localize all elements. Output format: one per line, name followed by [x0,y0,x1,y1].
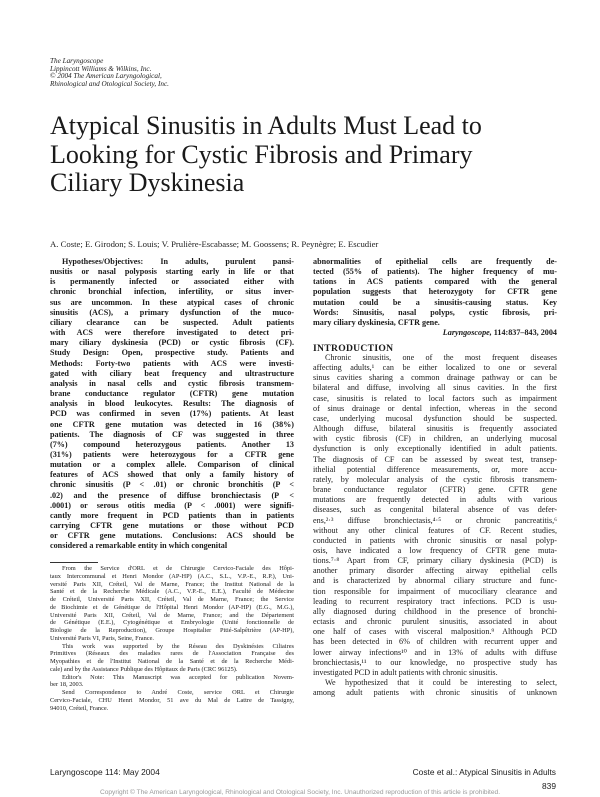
abstract-line: sus are uncommon. In these atypical cases of chronic [50,297,294,307]
abstract-line: analysis in nasal cells and cystic fibrosis transmem- [50,378,294,388]
title-line: Atypical Sinusitis in Adults Must Lead to [50,111,482,140]
body-line: case, underlying mucosal dysfunction should be suspected. [313,413,557,423]
introduction-body [313,353,557,698]
footnote-line: 94010, Créteil, France. [50,704,109,712]
body-line: tions.⁷·⁸ Apart from CF, primary ciliary dyskinesia (PCD) is [313,556,557,566]
body-line: conducted in patients with chronic sinusitis or nasal polyp- [313,535,557,545]
abstract-line: carrying CFTR gene mutations or those without PCD [50,521,294,531]
abstract-line: sinusitis (ACS), a primary dysfunction of the muco- [50,307,294,317]
body-line: case, sinusitis is related to local factors such as impairment [313,393,557,403]
footnote-line: de Biochimie et de Génétique de l'Hôpital Henri Mondor (AP-HP) (E.G., M.G.), [50,603,294,611]
body-line: Although diffuse, bilateral sinusitis is frequently associated [313,424,557,434]
article-title [50,112,560,198]
body-line: leading to recurrent respiratory tract infections. PCD is usu- [313,596,557,606]
footnote-line: versité Paris XII, Créteil, Val de Marne, France; the Institut National de la [50,580,294,588]
footnote-line: ber 18, 2003. [50,681,84,689]
body-line: another primary disorder affecting airway epithelial cells [313,566,557,576]
abstract-line: Words: Sinusitis, nasal polyps, cystic fibrosis, pri- [313,307,557,317]
abstract-line: with ACS were therefore investigated to detect pri- [50,328,294,338]
body-line: brane conductance regulator (CFTR) gene. CFTR gene [313,485,557,495]
abstract-line: mutation could be a sinusitis-causing status. Key [313,297,557,307]
abstract-line: features of ACS showed that only a family history of [50,470,294,480]
footnote-line: Send Correspondence to André Coste, service ORL et Chirurgie [62,689,294,696]
body-line: among adult patients with chronic sinusitis of unknown [313,688,557,698]
footnote-line: de Créteil, Université Paris XII, Créteil, Val de Marne, France; the Service [50,596,294,603]
body-line: mutations are frequently detected in adults with various [313,495,557,505]
footer-running-title: Coste et al.: Atypical Sinusitis in Adults [412,767,556,777]
body-line: The diagnosis of CF can be assessed by sweat test, transep- [313,454,557,464]
body-line: rately, by molecular analysis of the cystic fibrosis transmem- [313,474,557,484]
introduction-heading: INTRODUCTION [313,343,394,354]
abstract-line: Hypotheses/Objectives: In adults, purulent pansi- [62,257,294,266]
footnote-line: Editor's Note: This Manuscript was accepted for publication Novem- [62,673,294,681]
body-line: of sinus drainage or dental infection, whereas in the second [313,403,557,413]
abstract-line: mary ciliary dyskinesia, CFTR gene. [313,317,440,327]
body-line: dysfunction is only exceptionally identified in adult patients. [313,444,557,454]
body-line: osis, have indicated a low frequency of CFTR gene muta- [313,545,557,555]
body-line: has been detected in 6% of children with recurrent upper and [313,637,557,647]
body-line: with cystic fibrosis (CF) in children, an underlying mucosal [313,434,557,444]
footnote-line: This work was supported by the Réseau des Dyskinésies Ciliaires [62,642,294,650]
abstract-line: abnormalities of epithelial cells are frequently de- [313,257,557,266]
abstract-line: ciliary clearance can be suspected. Adult patients [50,317,294,327]
footnote-line: Université Paris XII, Créteil, Val de Marne, France; and the Département [50,611,294,619]
abstract-line: mary ciliary dyskinesia (PCD) or cystic fibrosis (CF). [50,338,294,348]
footer-journal: Laryngoscope 114: May 2004 [50,767,160,777]
body-line: bilateral and diffuse, involving all sinus cavities. In the first [313,383,557,393]
footnote-line: Santé et de la Recherche Médicale (A.C., V.P.-E., E.E.), Faculté de Médecine [50,588,294,596]
body-line: We hypothesized that it could be interesting to select, [325,678,557,687]
body-line: without any other clinical features of CF. Recent studies, [313,525,557,535]
abstract-line: population suggests that heterozygoty for CFTR gene [313,287,557,297]
journal-publisher: Lippincott Williams & Wilkins, Inc. [50,64,152,73]
abstract-line: .0001) or serous otitis media (P < .0001) were signifi- [50,500,294,510]
footnote-line: taux Intercommunal et Henri Mondor (AP-HP) (A.C., S.L., V.P.-E., R.P.), Uni- [50,572,294,580]
abstract-line: tected (55% of patients). The higher frequency of mu- [313,267,557,277]
body-line: one half of cases with visceral malposition.⁹ Although PCD [313,627,557,637]
abstract-line: is permanently infected or associated either with [50,277,294,287]
abstract-line: chronic sinusitis (P < .01) or chronic bronchitis (P < [50,480,294,490]
journal-info [50,58,169,88]
citation-journal: Laryngoscope, [442,328,492,337]
footnote-line: From the Service d'ORL et de Chirurgie Cervico-Faciale des Hôpi- [62,565,294,572]
abstract-line: tations in ACS patients compared with the general [313,277,557,287]
body-line: ectasis and chronic purulent sinusitis, associated in about [313,617,557,627]
abstract-line: (31%) patients were heterozygous for a CFTR gene [50,449,294,459]
abstract-line: brane conductance regulator (CFTR) gene mutation [50,389,294,399]
journal-copyright-2: Rhinological and Otological Society, Inc. [50,79,169,88]
abstract-line: chronic bronchial infection, infertility, or situs inver- [50,287,294,297]
abstract-left-column [50,257,294,552]
title-line: Looking for Cystic Fibrosis and Primary [50,139,473,169]
body-line: Chronic sinusitis, one of the most frequent diseases [325,353,557,362]
abstract-line: cantly more frequent in PCD patients than in patients [50,510,294,520]
footnote-line: Université Paris VI, Paris, Seine, France. [50,634,155,642]
abstract-line: PCD was confirmed in seven (17%) patients. At least [50,409,294,419]
abstract-line: (7%) compound heterozygous patients. Another 13 [50,439,294,449]
body-line: investigated PCD in adult patients with chronic sinusitis. [313,667,498,677]
abstract-line: .02) and the presence of diffuse bronchiectasis (P < [50,490,294,500]
footnote-line: cale) and by the Assistance Publique des Hôpitaux de Paris (CRC 96125). [50,665,238,673]
body-line: and is characterized by abnormal ciliary structure and func- [313,576,557,586]
footnote-line: Biologie de la Reproduction), Groupe Hospitalier Pitié-Salpêtrière (AP-HP), [50,627,294,634]
abstract-line: patients. The diagnosis of CF was suggested in three [50,429,294,439]
body-line: tion responsible for impairment of mucociliary clearance and [313,586,557,596]
footnote-line: Primitives (Réseaux des maladies rares de l'Association Française des [50,650,294,658]
footnote-line: de Génétique (E.E.), Cytogénétique et Embryologie (Unité fonctionnelle de [50,619,294,627]
abstract-right-column [313,257,557,328]
footnote-line: Myopathies et de l'Institut National de la Santé et de la Recherche Médi- [50,658,294,665]
footnotes [50,565,294,712]
copyright-notice: Copyright © The American Laryngological, Rhinological and Otological Society, Inc. Unauthorized reproduction of this article is prohibited. [99,789,501,796]
abstract-line: analysis in blood leukocytes. Results: The diagnosis of [50,399,294,409]
body-line: sinus cavities sharing a common drainage pathway or can be [313,373,557,383]
footnote-line: Cervico-Faciale, CHU Henri Mondor, 51 ave du Mal de Lattre de Tassigny, [50,696,294,704]
body-line: ens,²·³ diffuse bronchiectasis,⁴·⁵ or chronic pancreatitis,⁶ [313,515,557,525]
abstract-line: or CFTR gene mutations. Conclusions: ACS should be [50,531,294,541]
abstract-line: gated with ciliary beat frequency and ultrastructure [50,368,294,378]
citation [313,328,557,337]
abstract-line: considered a remarkable entity in which congenital [50,541,228,551]
body-line: lower airway infections¹⁰ and in 13% of adults with diffuse [313,647,557,657]
body-line: ithelial potential difference measurements, or, more accu- [313,464,557,474]
author-list: A. Coste; E. Girodon; S. Louis; V. Prulière-Escabasse; M. Goossens; R. Peynègre; E. Escudier [50,239,379,249]
abstract-line: mutation or a complex allele. Comparison of clinical [50,460,294,470]
citation-ref: 114:837–843, 2004 [493,328,557,337]
body-line: ally diagnosed during childhood in the presence of bronchi- [313,606,557,616]
abstract-line: one CFTR gene mutation was detected in 16 (38%) [50,419,294,429]
abstract-line: nusitis or nasal polyposis starting early in life or that [50,267,294,277]
page-number: 839 [542,781,556,791]
abstract-line: Study Design: Open, prospective study. Patients and [50,348,294,358]
body-line: diseases, such as congenital bilateral absence of vas defer- [313,505,557,515]
title-line: Ciliary Dyskinesia [50,168,245,197]
footnote-rule [50,562,98,563]
journal-name: The Laryngoscope [50,57,104,65]
journal-copyright: © 2004 The American Laryngological, [50,72,162,81]
body-line: affecting adults,¹ can be either localized to one or several [313,363,557,373]
abstract-line: Methods: Forty-two patients with ACS were investi- [50,358,294,368]
body-line: bronchiectasis,¹¹ to our knowledge, no prospective study has [313,657,557,667]
